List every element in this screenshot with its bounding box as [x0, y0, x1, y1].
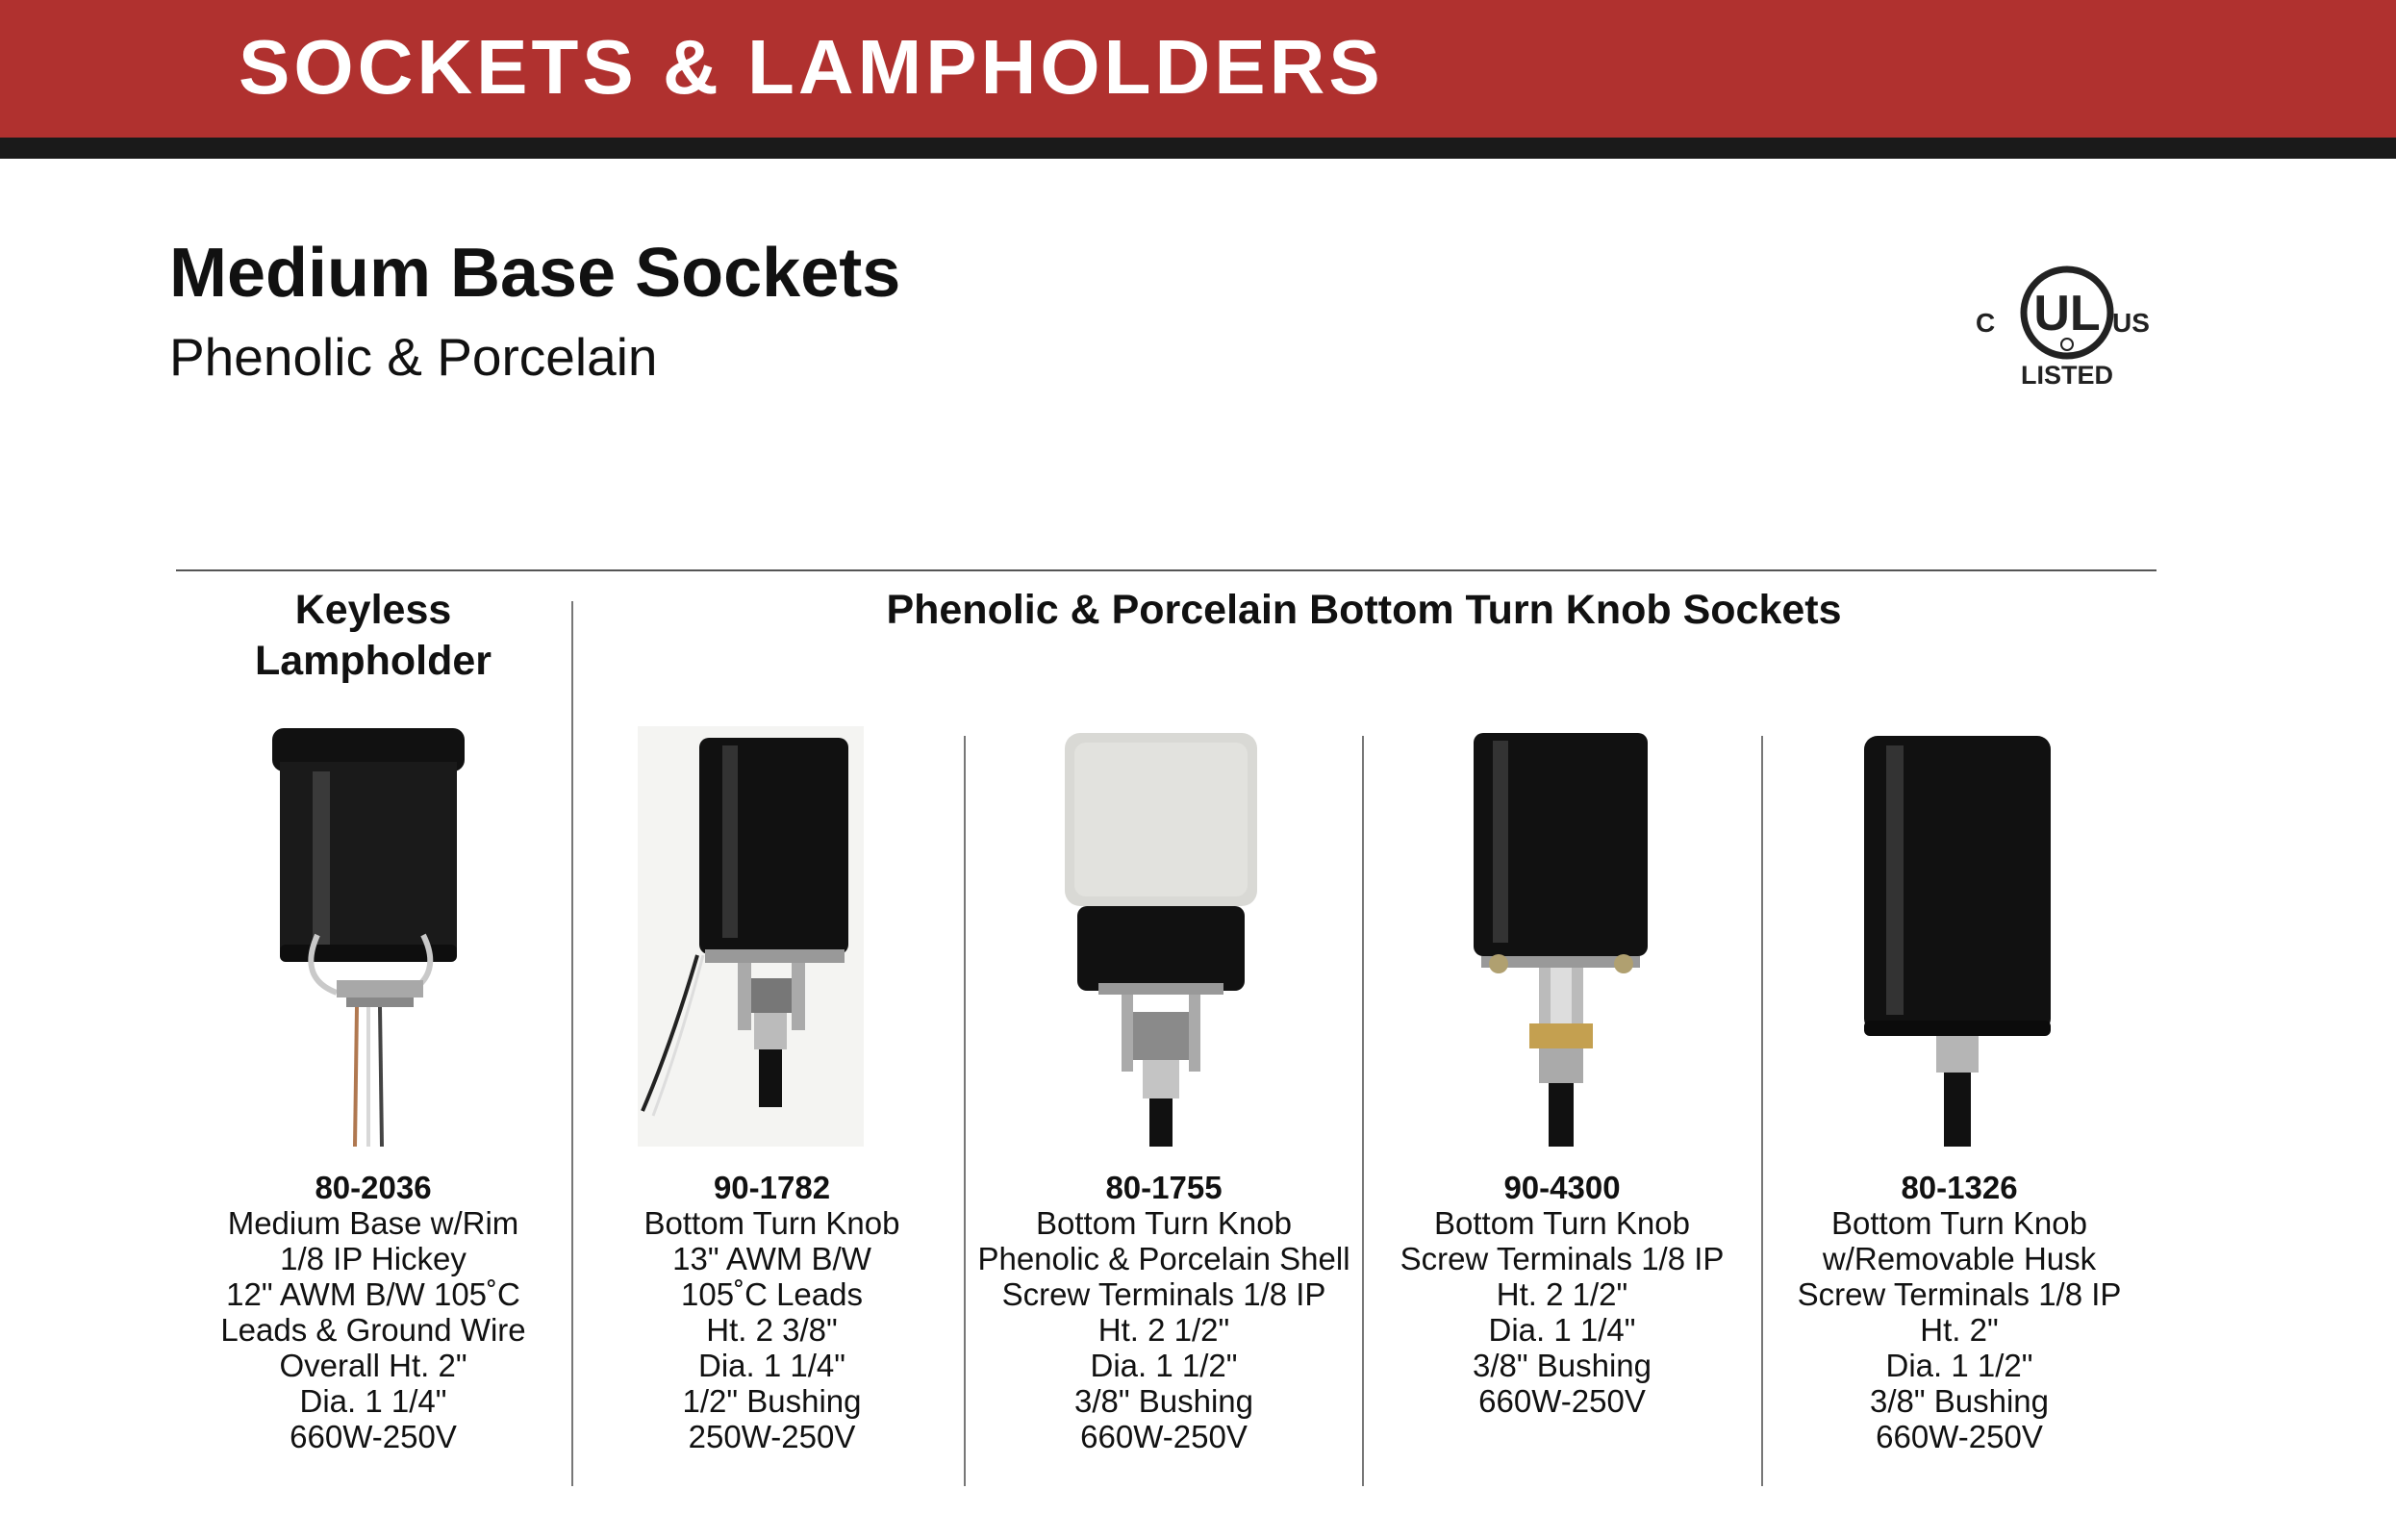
product-number: 80-2036 — [315, 1170, 432, 1205]
spec-line: Screw Terminals 1/8 IP — [1400, 1241, 1725, 1276]
page-subtitle: Phenolic & Porcelain — [169, 327, 658, 387]
product-90-1782 — [582, 1170, 962, 1454]
spec-line: Bottom Turn Knob — [643, 1205, 900, 1241]
ul-listed-text: LISTED — [2020, 361, 2114, 390]
heading-line: Keyless — [294, 587, 452, 633]
spec-line: Dia. 1 1/4" — [1488, 1312, 1636, 1348]
product-number: 80-1755 — [1105, 1170, 1223, 1205]
spec-line: Screw Terminals 1/8 IP — [1001, 1276, 1326, 1312]
banner-underline — [0, 138, 2396, 159]
ul-listed-logo — [1968, 252, 2170, 396]
header-banner — [0, 0, 2396, 138]
spec-line: 3/8" Bushing — [1073, 1383, 1253, 1419]
socket-photo-90-4300 — [1472, 733, 1650, 1147]
product-80-1755 — [971, 1170, 1357, 1454]
section-divider — [176, 569, 2156, 571]
spec-line: 660W-250V — [1080, 1419, 1248, 1454]
spec-line: Dia. 1 1/2" — [1090, 1348, 1238, 1383]
product-90-4300 — [1368, 1170, 1756, 1419]
spec-line: 3/8" Bushing — [1869, 1383, 2049, 1419]
spec-line: 3/8" Bushing — [1472, 1348, 1652, 1383]
heading-line: Lampholder — [254, 638, 492, 684]
spec-line: Ht. 2 1/2" — [1496, 1276, 1628, 1312]
socket-photo-80-2036 — [245, 728, 510, 1147]
spec-line: 1/2" Bushing — [682, 1383, 862, 1419]
spec-line: Ht. 2 3/8" — [706, 1312, 838, 1348]
product-80-2036 — [181, 1170, 566, 1454]
product-number: 80-1326 — [1901, 1170, 2018, 1205]
socket-photo-90-1782 — [638, 726, 864, 1147]
spec-line: Dia. 1 1/4" — [698, 1348, 845, 1383]
spec-line: Leads & Ground Wire — [220, 1312, 526, 1348]
spec-line: Phenolic & Porcelain Shell — [977, 1241, 1350, 1276]
spec-line: Bottom Turn Knob — [1831, 1205, 2087, 1241]
spec-line: 12" AWM B/W 105˚C — [226, 1276, 520, 1312]
spec-line: w/Removable Husk — [1822, 1241, 2097, 1276]
column-divider — [1761, 736, 1763, 1486]
column-divider — [571, 601, 573, 1486]
spec-line: Ht. 2" — [1920, 1312, 1999, 1348]
spec-line: 660W-250V — [1478, 1383, 1646, 1419]
spec-line: Bottom Turn Knob — [1434, 1205, 1690, 1241]
ul-c-mark: C — [1976, 308, 1996, 338]
spec-line: 1/8 IP Hickey — [280, 1241, 467, 1276]
product-number: 90-4300 — [1503, 1170, 1621, 1205]
spec-line: 660W-250V — [1876, 1419, 2043, 1454]
socket-photo-80-1755 — [1060, 733, 1262, 1147]
spec-line: Medium Base w/Rim — [227, 1205, 519, 1241]
bottom-turn-knob-heading: Phenolic & Porcelain Bottom Turn Knob Sockets — [886, 587, 1842, 633]
spec-line: Bottom Turn Knob — [1036, 1205, 1292, 1241]
column-divider — [964, 736, 966, 1486]
page-title: Medium Base Sockets — [169, 235, 901, 312]
ul-center-mark: UL — [2033, 286, 2101, 341]
spec-line: 250W-250V — [688, 1419, 856, 1454]
banner-title: SOCKETS & LAMPHOLDERS — [239, 24, 1384, 110]
column-divider — [1362, 736, 1364, 1486]
spec-line: Ht. 2 1/2" — [1097, 1312, 1230, 1348]
spec-line: 13" AWM B/W — [672, 1241, 871, 1276]
socket-photo-80-1326 — [1861, 736, 2054, 1147]
spec-line: 660W-250V — [290, 1419, 457, 1454]
spec-line: 105˚C Leads — [681, 1276, 863, 1312]
spec-line: Screw Terminals 1/8 IP — [1797, 1276, 2122, 1312]
product-80-1326 — [1767, 1170, 2152, 1454]
spec-line: Dia. 1 1/4" — [299, 1383, 447, 1419]
product-number: 90-1782 — [713, 1170, 831, 1205]
ul-us-mark: US — [2112, 308, 2150, 338]
keyless-lampholder-heading — [176, 585, 570, 687]
spec-line: Dia. 1 1/2" — [1885, 1348, 2033, 1383]
spec-line: Overall Ht. 2" — [279, 1348, 467, 1383]
